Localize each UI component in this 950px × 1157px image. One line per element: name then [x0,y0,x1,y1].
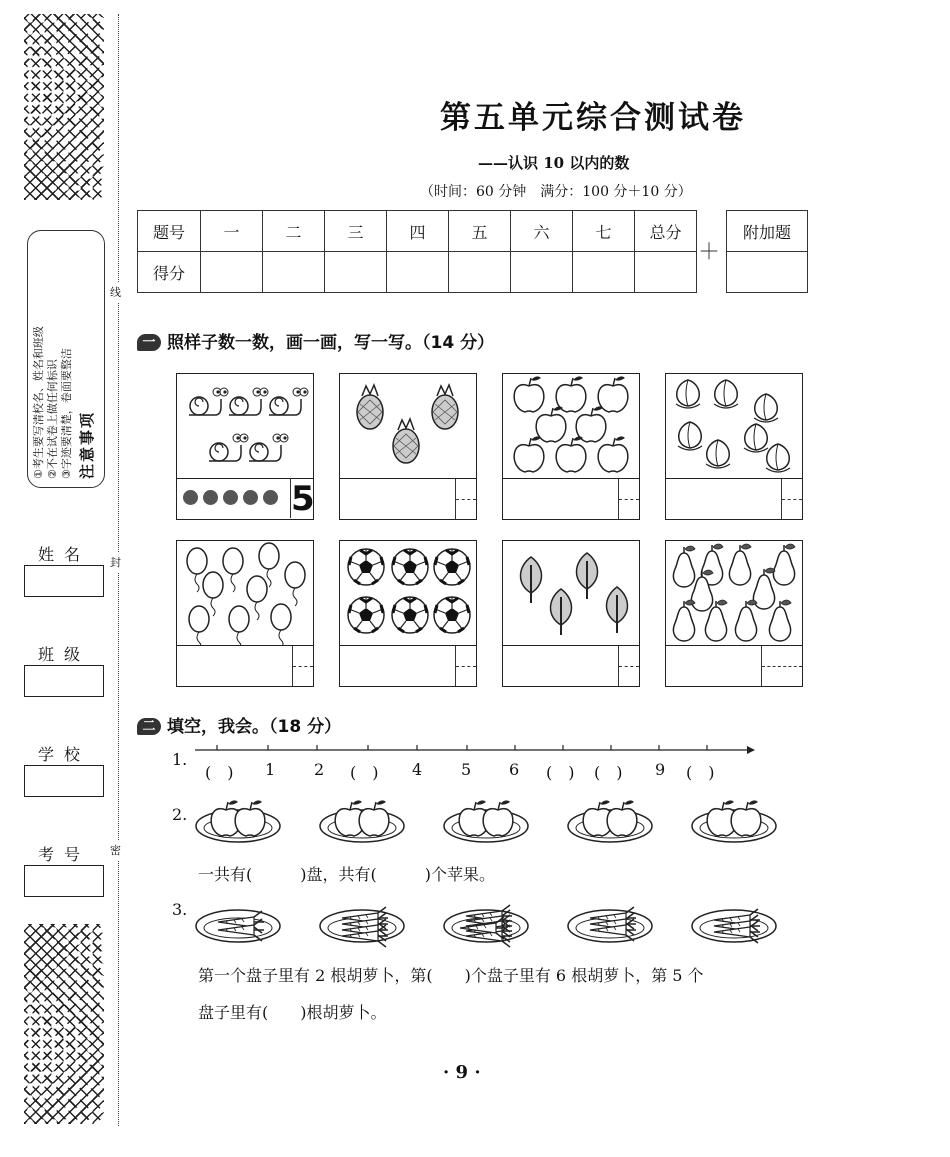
number-line-label[interactable]: ( ) [686,763,715,782]
extra-score-cell[interactable] [727,252,808,293]
answer-box[interactable] [618,479,639,519]
soccer-ball-icons [340,541,476,646]
score-table [137,210,697,293]
decorative-pattern-top [24,14,104,200]
apple-icons [503,374,639,479]
decorative-pattern-bottom [24,924,104,1124]
score-header-cell: 二 [263,211,325,252]
score-header-cell: 四 [387,211,449,252]
count-box-peaches [665,373,803,520]
margin-mark-xian: 线 [110,282,121,302]
dot-icon [183,490,198,505]
number-line-label: 2 [314,760,325,779]
example-dots [183,490,283,509]
pineapple-icons [340,374,476,479]
snail-icons [177,374,313,479]
school-label: 学校 [37,745,90,764]
answer-box[interactable] [455,479,476,519]
count-box-apples [502,373,640,520]
score-cell[interactable] [573,252,635,293]
number-line-label: 6 [509,760,520,779]
notes-list [32,326,74,479]
dot-icon [203,490,218,505]
score-row-label: 得分 [138,252,201,293]
score-header-row [138,211,697,252]
number-line-label: 4 [412,760,423,779]
page-title: 第五单元综合测试卷 [440,100,746,136]
number-line-label: 9 [655,760,666,779]
exam-notes [27,230,105,488]
number-line-label[interactable]: ( ) [546,763,575,782]
page-subtitle: ——认识 10 以内的数 [478,154,630,172]
score-cell[interactable] [449,252,511,293]
section-number-badge: 一 [137,334,161,351]
score-header-cell: 六 [511,211,573,252]
question-2-text: 一共有( )盘，共有( )个苹果。 [198,865,495,884]
dot-icon [243,490,258,505]
score-cell[interactable] [263,252,325,293]
example-answer: 5 [291,479,315,519]
score-cell[interactable] [201,252,263,293]
apple-plates [190,796,790,848]
page-number: · 9 · [443,1062,481,1083]
time-info: （时间：60 分钟 满分：100 分＋10 分） [420,184,692,200]
score-cell[interactable] [387,252,449,293]
question-3-number: 3. [172,900,188,919]
school-field[interactable] [24,765,104,797]
answer-box[interactable] [761,646,802,686]
question-2-number: 2. [172,805,188,824]
section-1-heading [137,328,494,353]
answer-box[interactable] [455,646,476,686]
class-field[interactable] [24,665,104,697]
plus-sign: ＋ [698,240,721,265]
number-line-label[interactable]: ( ) [205,763,234,782]
number-line-label: 5 [461,760,472,779]
class-label: 班级 [37,645,90,664]
score-header-cell: 五 [449,211,511,252]
score-header-cell: 一 [201,211,263,252]
count-box-pears [665,540,803,687]
question-1-number: 1. [172,750,188,769]
section-2-heading [137,712,341,737]
dot-icon [223,490,238,505]
balloon-icons [177,541,313,646]
note-line: ③字迹要清楚，卷面要整洁 [60,348,73,479]
answer-box[interactable] [781,479,802,519]
name-field[interactable] [24,565,104,597]
count-box-soccer-balls [339,540,477,687]
peach-icons [666,374,802,479]
score-value-row [138,252,697,293]
number-line-label[interactable]: ( ) [594,763,623,782]
score-header-cell: 三 [325,211,387,252]
score-cell[interactable] [325,252,387,293]
carrot-plates [190,896,790,952]
count-box-trees [502,540,640,687]
exam-number-label: 考号 [37,845,90,864]
section-2-title: 填空，我会。（18 分） [167,717,342,737]
score-header-cell: 题号 [138,211,201,252]
margin-mark-mi: 密 [110,840,121,860]
extra-header-cell: 附加题 [727,211,808,252]
note-line: ②不在试卷上做任何标识 [46,359,59,479]
margin-mark-feng: 封 [110,552,121,572]
exam-number-field[interactable] [24,865,104,897]
notes-title: 注意事项 [78,410,96,479]
name-label: 姓名 [37,545,90,564]
section-number-badge: 二 [137,718,161,735]
count-box-balloons [176,540,314,687]
pear-icons [666,541,802,646]
answer-box[interactable] [618,646,639,686]
number-line-label[interactable]: ( ) [350,763,379,782]
count-box-pineapples [339,373,477,520]
answer-box[interactable] [292,646,313,686]
score-header-cell: 总分 [635,211,697,252]
extra-score-table [726,210,808,293]
tree-icons [503,541,639,646]
score-header-cell: 七 [573,211,635,252]
score-cell[interactable] [511,252,573,293]
score-cell[interactable] [635,252,697,293]
question-3-line-1: 第一个盘子里有 2 根胡萝卜，第( )个盘子里有 6 根胡萝卜，第 5 个 [198,966,704,985]
number-line [195,740,755,760]
question-3-line-2: 盘子里有( )根胡萝卜。 [198,1003,387,1022]
number-line-label: 1 [265,760,276,779]
count-box-snails [176,373,314,520]
note-line: ①考生要写清校名、姓名和班级 [32,326,45,479]
dot-icon [263,490,278,505]
section-1-title: 照样子数一数，画一画，写一写。（14 分） [167,333,495,353]
